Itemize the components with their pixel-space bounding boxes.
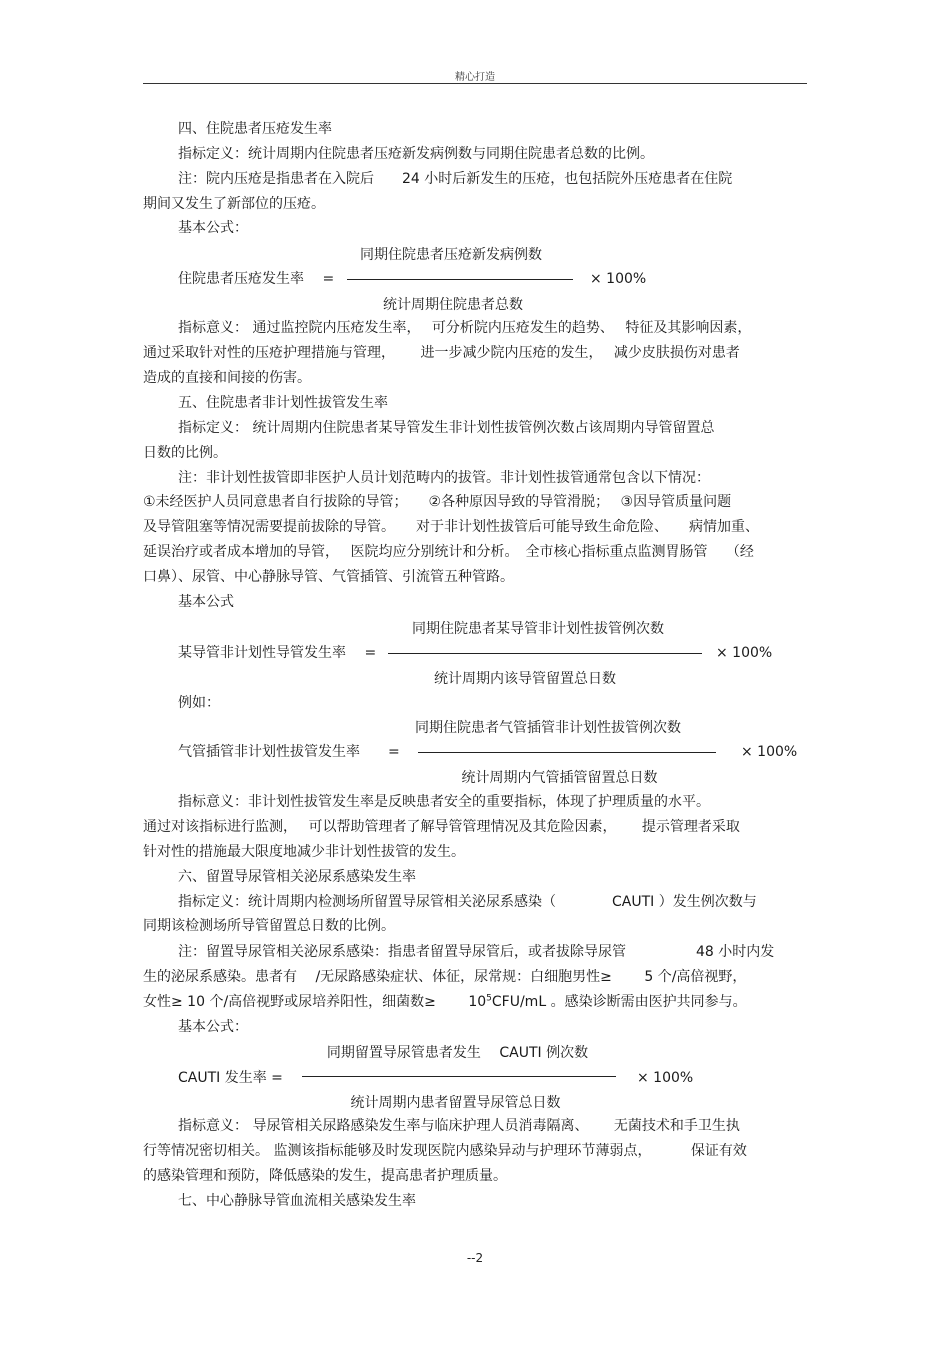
formula-left-side: CAUTI 发生率 = (178, 1070, 283, 1086)
section-6-definition-line-1: 指标定义：统计周期内检测场所留置导尿管相关泌尿系感染（ CAUTI ）发生例次数与 (178, 894, 757, 910)
section-4-definition: 指标定义：统计周期内住院患者压疮新发病例数与同期住院患者总数的比例。 (178, 146, 654, 162)
section-5-significance-line-1: 指标意义：非计划性拔管发生率是反映患者安全的重要指标，体现了护理质量的水平。 (178, 794, 710, 810)
exponent: 5 (486, 993, 492, 1004)
section-6-significance-line-1: 指标意义： 导尿管相关尿路感染发生率与临床护理人员消毒隔离、 无菌技术和手卫生执 (178, 1118, 740, 1134)
section-5-note-line-1: 注：非计划性拔管即非医护人员计划范畴内的拔管。非计划性拔管通常包含以下情况： (178, 470, 710, 486)
page-header: 精心打造 (455, 72, 495, 83)
note-text-before-exponent: 女性≥ 10 个/高倍视野或尿培养阳性，细菌数≥ 10 (143, 994, 487, 1010)
formula-denominator: 统计周期住院患者总数 (383, 297, 523, 313)
section-5-note-line-4: 延误治疗或者成本增加的导管， 医院均应分别统计和分析。 全市核心指标重点监测胃肠管 （经 (143, 544, 754, 560)
section-4-significance-line-3: 造成的直接和间接的伤害。 (143, 370, 311, 386)
formula-numerator: 同期住院患者压疮新发病例数 (360, 247, 542, 263)
section-6-formula-label: 基本公式： (178, 1019, 248, 1035)
formula-numerator: 同期留置导尿管患者发生 CAUTI 例次数 (326, 1045, 589, 1061)
formula-numerator: 同期住院患者气管插管非计划性拔管例次数 (415, 720, 681, 736)
section-6-note-line-3 (143, 992, 747, 1012)
section-5-definition-line-1: 指标定义： 统计周期内住院患者某导管发生非计划性拔管例次数占该周期内导管留置总 (178, 420, 715, 436)
formula-multiplier: × 100% (637, 1070, 694, 1086)
section-5-note-line-3: 及导管阻塞等情况需要提前拔除的导管。 对于非计划性拔管后可能导致生命危险、 病情加重、 (143, 519, 759, 535)
note-text-after-exponent: CFU/mL 。感染诊断需由医护共同参与。 (491, 994, 747, 1010)
section-6-note-line-2: 生的泌尿系感染。患者有 /无尿路感染症状、体征，尿常规：白细胞男性≥ 5 个/高倍视野， (143, 969, 747, 985)
section-7-title: 七、中心静脉导管血流相关感染发生率 (178, 1193, 416, 1209)
section-6-title: 六、留置导尿管相关泌尿系感染发生率 (178, 869, 416, 885)
section-5-example-label: 例如： (178, 695, 220, 711)
section-5-definition-line-2: 日数的比例。 (143, 445, 227, 461)
section-4-title: 四、住院患者压疮发生率 (178, 121, 332, 137)
section-6-note-line-1: 注：留置导尿管相关泌尿系感染：指患者留置导尿管后，或者拔除导尿管 48 小时内发 (178, 944, 775, 960)
section-5-note-line-5: 口鼻）、尿管、中心静脉导管、气管插管、引流管五种管路。 (143, 569, 514, 585)
section-5-formula-label: 基本公式 (178, 594, 234, 610)
formula-left-side: 某导管非计划性导管发生率 = (178, 645, 377, 661)
section-6-definition-line-2: 同期该检测场所导管留置总日数的比例。 (143, 918, 395, 934)
section-5-note-line-2: ①未经医护人员同意患者自行拔除的导管； ②各种原因导致的导管滑脱； ③因导管质量问题 (143, 494, 732, 510)
formula-left-side: 住院患者压疮发生率 = (178, 271, 335, 287)
fraction-bar (302, 1076, 616, 1077)
section-4-formula-label: 基本公式： (178, 220, 248, 236)
page-number: --2 (466, 1251, 484, 1265)
formula-denominator: 统计周期内患者留置导尿管总日数 (350, 1095, 561, 1111)
fraction-bar (388, 653, 702, 654)
formula-left-side: 气管插管非计划性拔管发生率 = (178, 744, 400, 760)
fraction-bar (418, 752, 716, 753)
section-4-significance-line-2: 通过采取针对性的压疮护理措施与管理， 进一步减少院内压疮的发生， 减少皮肤损伤对患者 (143, 345, 740, 361)
section-5-significance-line-2: 通过对该指标进行监测， 可以帮助管理者了解导管管理情况及其危险因素， 提示管理者采取 (143, 819, 740, 835)
formula-multiplier: × 100% (590, 271, 647, 287)
header-rule (143, 83, 807, 84)
section-6-significance-line-2: 行等情况密切相关。 监测该指标能够及时发现医院内感染异动与护理环节薄弱点， 保证有效 (143, 1143, 747, 1159)
formula-multiplier: × 100% (741, 744, 798, 760)
section-6-significance-line-3: 的感染管理和预防，降低感染的发生，提高患者护理质量。 (143, 1168, 507, 1184)
section-4-note-line-1: 注：院内压疮是指患者在入院后 24 小时后新发生的压疮，也包括院外压疮患者在住院 (178, 171, 733, 187)
section-5-title: 五、住院患者非计划性拔管发生率 (178, 395, 388, 411)
formula-numerator: 同期住院患者某导管非计划性拔管例次数 (412, 621, 664, 637)
section-5-significance-line-3: 针对性的措施最大限度地减少非计划性拔管的发生。 (143, 844, 465, 860)
formula-denominator: 统计周期内气管插管留置总日数 (461, 770, 658, 786)
fraction-bar (347, 279, 573, 280)
formula-denominator: 统计周期内该导管留置总日数 (434, 671, 616, 687)
formula-multiplier: × 100% (716, 645, 773, 661)
section-4-significance-line-1: 指标意义： 通过监控院内压疮发生率， 可分析院内压疮发生的趋势、 特征及其影响因素， (178, 320, 752, 336)
section-4-note-line-2: 期间又发生了新部位的压疮。 (143, 196, 325, 212)
